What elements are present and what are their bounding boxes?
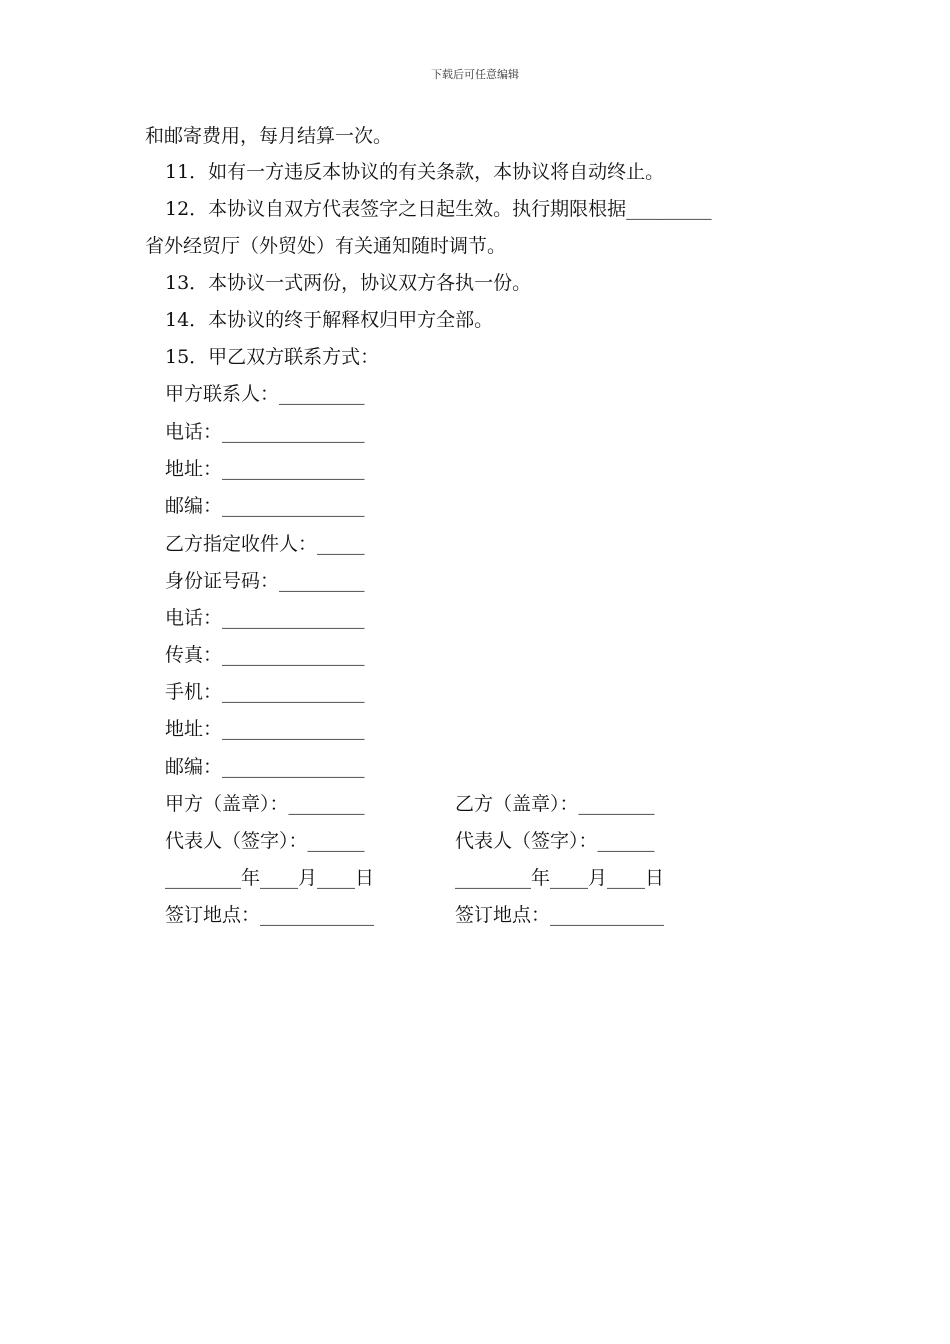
party-b-recipient: 乙方指定收件人：_____: [165, 533, 365, 555]
party-b-id-number: 身份证号码：_________: [165, 570, 365, 592]
clause-14: 14．本协议的终于解释权归甲方全部。: [165, 309, 494, 331]
party-a-seal: 甲方（盖章）：________: [165, 793, 365, 815]
party-b-date: ________年____月____日: [455, 867, 665, 889]
party-b-signing-place: 签订地点：____________: [455, 904, 665, 926]
clause-12-continuation: 省外经贸厅（外贸处）有关通知随时调节。: [145, 235, 507, 257]
party-b-seal: 乙方（盖章）：________: [455, 793, 655, 815]
party-a-postcode: 邮编：_______________: [165, 495, 365, 517]
page-header: 下载后可任意编辑: [431, 68, 519, 81]
party-b-representative: 代表人（签字）：______: [455, 830, 655, 852]
clause-13: 13．本协议一式两份，协议双方各执一份。: [165, 272, 532, 294]
party-a-date: ________年____月____日: [165, 867, 375, 889]
party-a-address: 地址：_______________: [165, 458, 365, 480]
party-a-phone: 电话：_______________: [165, 421, 365, 443]
party-a-contact-person: 甲方联系人：_________: [165, 383, 365, 405]
party-b-fax: 传真：_______________: [165, 644, 365, 666]
party-b-address: 地址：_______________: [165, 718, 365, 740]
clause-11: 11．如有一方违反本协议的有关条款，本协议将自动终止。: [165, 161, 665, 183]
clause-12: 12．本协议自双方代表签字之日起生效。执行期限根据_________: [165, 198, 712, 220]
party-b-postcode: 邮编：_______________: [165, 756, 365, 778]
party-b-phone: 电话：_______________: [165, 607, 365, 629]
paragraph-continuation: 和邮寄费用，每月结算一次。: [145, 125, 393, 147]
clause-15: 15．甲乙双方联系方式：: [165, 346, 380, 368]
party-a-representative: 代表人（签字）：______: [165, 830, 365, 852]
party-b-mobile: 手机：_______________: [165, 681, 365, 703]
party-a-signing-place: 签订地点：____________: [165, 904, 375, 926]
